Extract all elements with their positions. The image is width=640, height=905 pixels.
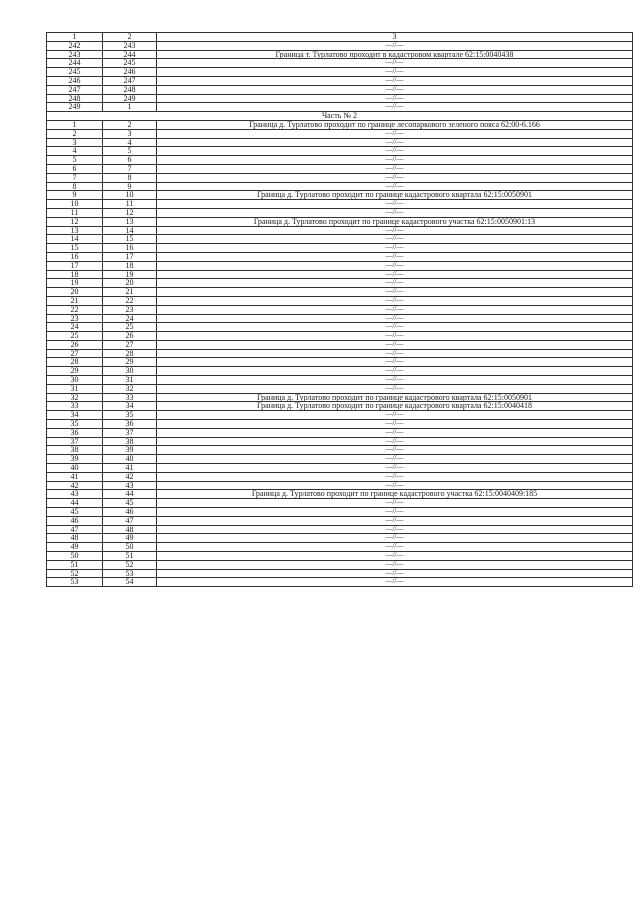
cell-description: —//— bbox=[157, 455, 633, 464]
table-row bbox=[47, 103, 633, 112]
cell-point-from: 45 bbox=[47, 508, 103, 517]
cell-point-from: 3 bbox=[47, 138, 103, 147]
cell-point-to: 7 bbox=[103, 164, 157, 173]
cell-point-from: 7 bbox=[47, 173, 103, 182]
table-row bbox=[47, 305, 633, 314]
cell-description: —//— bbox=[157, 76, 633, 85]
cell-description: —//— bbox=[157, 481, 633, 490]
cell-point-from: 43 bbox=[47, 490, 103, 499]
cell-point-from: 20 bbox=[47, 288, 103, 297]
cell-point-to: 21 bbox=[103, 288, 157, 297]
cell-point-from: 12 bbox=[47, 217, 103, 226]
table-row bbox=[47, 481, 633, 490]
cell-point-from: 44 bbox=[47, 499, 103, 508]
cell-description: —//— bbox=[157, 437, 633, 446]
cell-point-from: 25 bbox=[47, 332, 103, 341]
cell-description: —//— bbox=[157, 314, 633, 323]
table-row bbox=[47, 534, 633, 543]
cell-point-to: 248 bbox=[103, 85, 157, 94]
cell-description: —//— bbox=[157, 428, 633, 437]
cell-point-to: 51 bbox=[103, 552, 157, 561]
table-row bbox=[47, 208, 633, 217]
table-row bbox=[47, 235, 633, 244]
cell-point-to: 12 bbox=[103, 208, 157, 217]
cell-point-from: 49 bbox=[47, 543, 103, 552]
cell-point-to: 41 bbox=[103, 464, 157, 473]
table-row bbox=[47, 129, 633, 138]
cell-point-to: 17 bbox=[103, 252, 157, 261]
cell-point-from: 33 bbox=[47, 402, 103, 411]
table-row bbox=[47, 279, 633, 288]
cell-point-to: 44 bbox=[103, 490, 157, 499]
cell-point-to: 48 bbox=[103, 525, 157, 534]
cell-description: Граница д. Турлатово проходит по границе лесопаркового зеленого пояса 62:00-6.166 bbox=[157, 120, 633, 129]
cell-description: —//— bbox=[157, 138, 633, 147]
table-row bbox=[47, 252, 633, 261]
cell-point-from: 247 bbox=[47, 85, 103, 94]
cell-description: —//— bbox=[157, 525, 633, 534]
cell-description: —//— bbox=[157, 323, 633, 332]
cell-description: —//— bbox=[157, 279, 633, 288]
cell-point-from: 26 bbox=[47, 340, 103, 349]
table-row bbox=[47, 217, 633, 226]
cell-point-to: 53 bbox=[103, 569, 157, 578]
table-row bbox=[47, 332, 633, 341]
cell-point-to: 23 bbox=[103, 305, 157, 314]
cell-point-from: 4 bbox=[47, 147, 103, 156]
cell-description: —//— bbox=[157, 543, 633, 552]
cell-point-from: 245 bbox=[47, 68, 103, 77]
cell-description: Граница д. Турлатово проходит по границе кадастрового квартала 62:15:0040418 bbox=[157, 402, 633, 411]
cell-description: —//— bbox=[157, 534, 633, 543]
table-row bbox=[47, 402, 633, 411]
header-cell-from: 1 bbox=[47, 33, 103, 42]
cell-description: —//— bbox=[157, 472, 633, 481]
cell-point-from: 18 bbox=[47, 270, 103, 279]
part-row bbox=[47, 112, 633, 121]
table-row bbox=[47, 85, 633, 94]
table-row bbox=[47, 164, 633, 173]
cell-point-from: 243 bbox=[47, 50, 103, 59]
table-row bbox=[47, 578, 633, 587]
table-row bbox=[47, 420, 633, 429]
table-row bbox=[47, 261, 633, 270]
cell-description: —//— bbox=[157, 376, 633, 385]
cell-point-to: 14 bbox=[103, 226, 157, 235]
cell-point-from: 40 bbox=[47, 464, 103, 473]
cell-point-to: 16 bbox=[103, 244, 157, 253]
cell-point-from: 29 bbox=[47, 367, 103, 376]
table-row bbox=[47, 525, 633, 534]
cell-description: —//— bbox=[157, 499, 633, 508]
table-row bbox=[47, 543, 633, 552]
cell-point-to: 10 bbox=[103, 191, 157, 200]
table-row bbox=[47, 472, 633, 481]
cell-point-to: 9 bbox=[103, 182, 157, 191]
table-row bbox=[47, 182, 633, 191]
cell-point-from: 10 bbox=[47, 200, 103, 209]
cell-description: —//— bbox=[157, 156, 633, 165]
cell-point-from: 242 bbox=[47, 41, 103, 50]
cell-point-from: 30 bbox=[47, 376, 103, 385]
cell-point-to: 8 bbox=[103, 173, 157, 182]
cell-description: —//— bbox=[157, 552, 633, 561]
cell-point-to: 34 bbox=[103, 402, 157, 411]
cell-point-to: 45 bbox=[103, 499, 157, 508]
table-row bbox=[47, 94, 633, 103]
table-row bbox=[47, 367, 633, 376]
cell-point-to: 32 bbox=[103, 384, 157, 393]
cell-point-to: 2 bbox=[103, 120, 157, 129]
table-row bbox=[47, 393, 633, 402]
table-row bbox=[47, 384, 633, 393]
cell-point-to: 22 bbox=[103, 296, 157, 305]
cell-point-from: 11 bbox=[47, 208, 103, 217]
cell-description: —//— bbox=[157, 411, 633, 420]
table-row bbox=[47, 569, 633, 578]
cell-description: —//— bbox=[157, 94, 633, 103]
cell-point-to: 3 bbox=[103, 129, 157, 138]
table-row bbox=[47, 147, 633, 156]
table-row bbox=[47, 508, 633, 517]
cell-point-from: 42 bbox=[47, 481, 103, 490]
cell-point-to: 5 bbox=[103, 147, 157, 156]
table-body bbox=[47, 33, 633, 587]
cell-point-to: 43 bbox=[103, 481, 157, 490]
table-row bbox=[47, 349, 633, 358]
cell-description: —//— bbox=[157, 129, 633, 138]
cell-point-from: 24 bbox=[47, 323, 103, 332]
cell-point-to: 46 bbox=[103, 508, 157, 517]
table-row bbox=[47, 50, 633, 59]
cell-point-from: 38 bbox=[47, 446, 103, 455]
cell-point-from: 47 bbox=[47, 525, 103, 534]
cell-description: —//— bbox=[157, 103, 633, 112]
cell-point-to: 33 bbox=[103, 393, 157, 402]
table-row bbox=[47, 552, 633, 561]
cell-point-from: 6 bbox=[47, 164, 103, 173]
table-row bbox=[47, 499, 633, 508]
table-row bbox=[47, 358, 633, 367]
cell-point-from: 21 bbox=[47, 296, 103, 305]
cell-point-from: 248 bbox=[47, 94, 103, 103]
cell-point-to: 40 bbox=[103, 455, 157, 464]
cell-point-from: 53 bbox=[47, 578, 103, 587]
cell-description: —//— bbox=[157, 367, 633, 376]
cell-point-to: 11 bbox=[103, 200, 157, 209]
cell-point-from: 246 bbox=[47, 76, 103, 85]
cell-point-from: 2 bbox=[47, 129, 103, 138]
cell-description: —//— bbox=[157, 420, 633, 429]
cell-description: —//— bbox=[157, 569, 633, 578]
cell-point-from: 9 bbox=[47, 191, 103, 200]
cell-description: —//— bbox=[157, 252, 633, 261]
cell-point-from: 23 bbox=[47, 314, 103, 323]
boundary-points-table bbox=[46, 32, 633, 587]
cell-description: —//— bbox=[157, 164, 633, 173]
cell-point-to: 13 bbox=[103, 217, 157, 226]
cell-point-to: 50 bbox=[103, 543, 157, 552]
cell-description: —//— bbox=[157, 68, 633, 77]
table-row bbox=[47, 191, 633, 200]
cell-point-from: 27 bbox=[47, 349, 103, 358]
cell-point-to: 18 bbox=[103, 261, 157, 270]
table-row bbox=[47, 376, 633, 385]
cell-point-from: 46 bbox=[47, 516, 103, 525]
cell-point-to: 54 bbox=[103, 578, 157, 587]
cell-point-to: 31 bbox=[103, 376, 157, 385]
cell-description: —//— bbox=[157, 332, 633, 341]
cell-point-to: 52 bbox=[103, 560, 157, 569]
cell-point-from: 37 bbox=[47, 437, 103, 446]
cell-point-to: 29 bbox=[103, 358, 157, 367]
cell-point-to: 35 bbox=[103, 411, 157, 420]
cell-description: —//— bbox=[157, 358, 633, 367]
cell-point-to: 25 bbox=[103, 323, 157, 332]
cell-point-to: 26 bbox=[103, 332, 157, 341]
cell-description: —//— bbox=[157, 288, 633, 297]
cell-description: —//— bbox=[157, 340, 633, 349]
table-row bbox=[47, 156, 633, 165]
cell-description: —//— bbox=[157, 464, 633, 473]
cell-point-from: 16 bbox=[47, 252, 103, 261]
table-row bbox=[47, 490, 633, 499]
cell-point-from: 19 bbox=[47, 279, 103, 288]
cell-point-from: 34 bbox=[47, 411, 103, 420]
cell-point-to: 6 bbox=[103, 156, 157, 165]
cell-point-from: 35 bbox=[47, 420, 103, 429]
cell-point-to: 15 bbox=[103, 235, 157, 244]
cell-point-to: 243 bbox=[103, 41, 157, 50]
header-cell-to: 2 bbox=[103, 33, 157, 42]
table-row bbox=[47, 120, 633, 129]
cell-point-from: 22 bbox=[47, 305, 103, 314]
table-row bbox=[47, 296, 633, 305]
table-row bbox=[47, 138, 633, 147]
table-row bbox=[47, 314, 633, 323]
cell-point-to: 20 bbox=[103, 279, 157, 288]
cell-point-from: 52 bbox=[47, 569, 103, 578]
cell-point-to: 24 bbox=[103, 314, 157, 323]
cell-description: —//— bbox=[157, 200, 633, 209]
cell-point-to: 39 bbox=[103, 446, 157, 455]
table-row bbox=[47, 455, 633, 464]
cell-point-from: 48 bbox=[47, 534, 103, 543]
cell-description: —//— bbox=[157, 516, 633, 525]
cell-point-from: 17 bbox=[47, 261, 103, 270]
cell-point-to: 49 bbox=[103, 534, 157, 543]
cell-point-from: 244 bbox=[47, 59, 103, 68]
cell-point-to: 19 bbox=[103, 270, 157, 279]
cell-description: Граница д. Турлатово проходит по границе кадастрового квартала 62:15:0050901 bbox=[157, 393, 633, 402]
cell-point-to: 244 bbox=[103, 50, 157, 59]
cell-description: Граница д. Турлатово проходит по границе кадастрового участка 62:15:0050901:13 bbox=[157, 217, 633, 226]
cell-point-from: 32 bbox=[47, 393, 103, 402]
cell-point-from: 31 bbox=[47, 384, 103, 393]
cell-point-to: 38 bbox=[103, 437, 157, 446]
table-row bbox=[47, 411, 633, 420]
cell-description: —//— bbox=[157, 235, 633, 244]
cell-description: —//— bbox=[157, 305, 633, 314]
cell-description: —//— bbox=[157, 244, 633, 253]
cell-point-from: 249 bbox=[47, 103, 103, 112]
cell-point-to: 1 bbox=[103, 103, 157, 112]
cell-description: —//— bbox=[157, 446, 633, 455]
cell-point-from: 41 bbox=[47, 472, 103, 481]
header-cell-description: 3 bbox=[157, 33, 633, 42]
cell-point-to: 246 bbox=[103, 68, 157, 77]
table-row bbox=[47, 244, 633, 253]
table-row bbox=[47, 270, 633, 279]
cell-description: —//— bbox=[157, 270, 633, 279]
cell-point-from: 36 bbox=[47, 428, 103, 437]
cell-description: Граница т. Турлатово проходит в кадастровом квартале 62:15:0040438 bbox=[157, 50, 633, 59]
cell-point-from: 51 bbox=[47, 560, 103, 569]
table-row bbox=[47, 340, 633, 349]
cell-point-from: 50 bbox=[47, 552, 103, 561]
cell-description: —//— bbox=[157, 208, 633, 217]
table-row bbox=[47, 226, 633, 235]
cell-point-from: 15 bbox=[47, 244, 103, 253]
cell-description: —//— bbox=[157, 182, 633, 191]
cell-description: —//— bbox=[157, 85, 633, 94]
cell-point-to: 27 bbox=[103, 340, 157, 349]
cell-point-from: 28 bbox=[47, 358, 103, 367]
cell-point-from: 13 bbox=[47, 226, 103, 235]
cell-point-to: 4 bbox=[103, 138, 157, 147]
cell-point-from: 8 bbox=[47, 182, 103, 191]
cell-description: —//— bbox=[157, 226, 633, 235]
cell-point-to: 36 bbox=[103, 420, 157, 429]
cell-description: —//— bbox=[157, 349, 633, 358]
cell-description: —//— bbox=[157, 296, 633, 305]
cell-description: —//— bbox=[157, 59, 633, 68]
table-row bbox=[47, 200, 633, 209]
cell-description: —//— bbox=[157, 147, 633, 156]
cell-description: —//— bbox=[157, 261, 633, 270]
cell-point-to: 42 bbox=[103, 472, 157, 481]
cell-point-to: 249 bbox=[103, 94, 157, 103]
cell-point-to: 245 bbox=[103, 59, 157, 68]
table-row bbox=[47, 516, 633, 525]
cell-description: —//— bbox=[157, 578, 633, 587]
table-row bbox=[47, 464, 633, 473]
cell-point-to: 28 bbox=[103, 349, 157, 358]
table-row bbox=[47, 173, 633, 182]
table-row bbox=[47, 41, 633, 50]
cell-description: —//— bbox=[157, 384, 633, 393]
cell-description: —//— bbox=[157, 41, 633, 50]
table-row bbox=[47, 68, 633, 77]
table-row bbox=[47, 76, 633, 85]
cell-description: Граница д. Турлатово проходит по границе кадастрового квартала 62:15:0050901 bbox=[157, 191, 633, 200]
cell-description: —//— bbox=[157, 560, 633, 569]
table-row bbox=[47, 428, 633, 437]
header-row bbox=[47, 33, 633, 42]
table-row bbox=[47, 59, 633, 68]
cell-point-from: 1 bbox=[47, 120, 103, 129]
cell-description: Граница д. Турлатово проходит по границе кадастрового участка 62:15:0040409:185 bbox=[157, 490, 633, 499]
table-row bbox=[47, 446, 633, 455]
table-row bbox=[47, 437, 633, 446]
cell-point-to: 37 bbox=[103, 428, 157, 437]
cell-point-from: 39 bbox=[47, 455, 103, 464]
table-row bbox=[47, 560, 633, 569]
cell-point-to: 247 bbox=[103, 76, 157, 85]
cell-point-to: 47 bbox=[103, 516, 157, 525]
cell-point-to: 30 bbox=[103, 367, 157, 376]
cell-description: —//— bbox=[157, 173, 633, 182]
part-title: Часть № 2 bbox=[47, 112, 633, 121]
cell-description: —//— bbox=[157, 508, 633, 517]
cell-point-from: 5 bbox=[47, 156, 103, 165]
table-row bbox=[47, 323, 633, 332]
table-row bbox=[47, 288, 633, 297]
cell-point-from: 14 bbox=[47, 235, 103, 244]
